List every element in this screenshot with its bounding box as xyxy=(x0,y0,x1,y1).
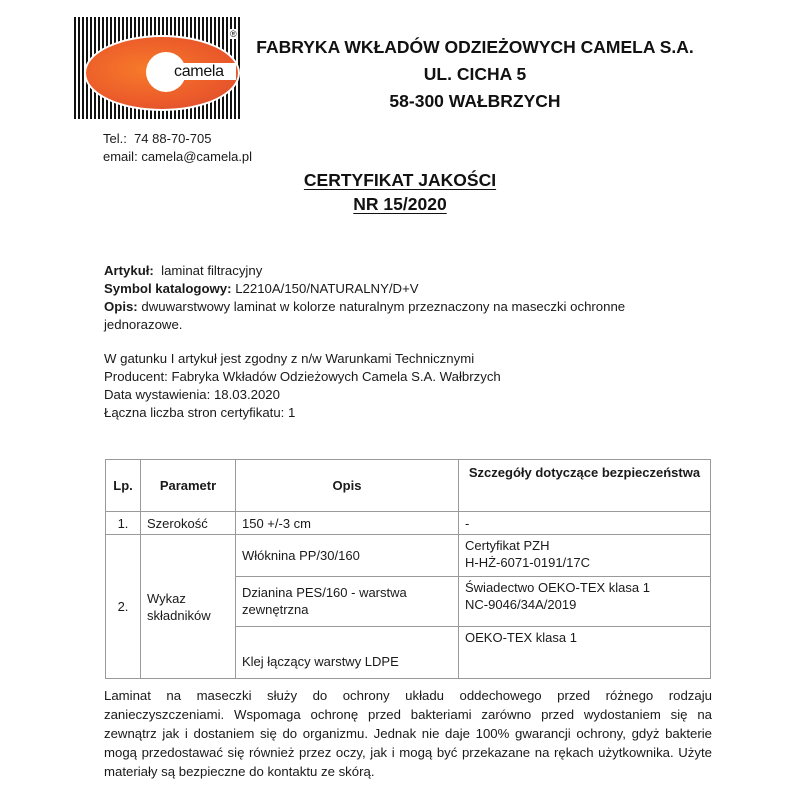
table-row xyxy=(106,512,711,535)
certificate-number: NR 15/2020 xyxy=(353,194,447,214)
article-info xyxy=(104,262,704,334)
certificate-title-block xyxy=(250,168,550,216)
row2-lp: 2. xyxy=(106,535,141,679)
page-count: Łączna liczba stron certyfikatu: 1 xyxy=(104,405,296,420)
component1-safety xyxy=(459,535,711,577)
row1-opis: 150 +/-3 cm xyxy=(236,512,459,535)
symbol-value: L2210A/150/NATURALNY/D+V xyxy=(235,281,419,296)
email-label: email: xyxy=(103,149,138,164)
component1-safety-line2: H-HŻ-6071-0191/17C xyxy=(465,555,591,570)
contact-info xyxy=(103,130,252,166)
component3-safety: OEKO-TEX klasa 1 xyxy=(459,627,711,679)
table-header-row xyxy=(106,460,711,512)
phone-number: 74 88-70-705 xyxy=(134,131,212,146)
summary-paragraph: Laminat na maseczki służy do ochrony układu oddechowego przed różnego rodzaju zanieczyszczeniami. Wspomaga ochronę przed bakteriami zarówno przed wydostaniem się na zewnątrz jak i dostaniem się do organizmu. Jednak nie daje 100% gwarancji ochrony, gdyż bakterie mogą przedostawać się również przez oczy, jak i mogą być przekazane na rękach użytkownika. Użyte materiały są bezpieczne do kontaktu ze skórą. xyxy=(104,688,712,779)
row1-safety: - xyxy=(459,512,711,535)
row2-param-line1: Wykaz xyxy=(147,590,186,606)
certificate-title: CERTYFIKAT JAKOŚCI xyxy=(303,170,497,190)
header-parametr: Parametr xyxy=(141,460,236,512)
component1-safety-line1: Certyfikat PZH xyxy=(465,538,550,553)
component2-safety-line2: NC-9046/34A/2019 xyxy=(465,597,577,612)
phone-line xyxy=(103,130,252,148)
parameters-table xyxy=(105,459,711,679)
symbol-label: Symbol katalogowy: xyxy=(104,281,232,296)
component3-opis: Klej łączący warstwy LDPE xyxy=(236,627,459,679)
article-label: Artykuł: xyxy=(104,263,154,278)
email-line xyxy=(103,148,252,166)
article-value: laminat filtracyjny xyxy=(161,263,263,278)
description-label: Opis: xyxy=(104,299,138,314)
table-row xyxy=(106,535,711,577)
row2-param xyxy=(141,535,236,679)
component2-opis-line1: Dzianina PES/160 - warstwa xyxy=(242,585,407,600)
company-city: 58-300 WAŁBRZYCH xyxy=(389,91,561,111)
email-address[interactable]: camela@camela.pl xyxy=(141,149,253,164)
header-opis: Opis xyxy=(236,460,459,512)
company-header xyxy=(250,34,700,115)
article-line xyxy=(104,262,704,280)
symbol-line xyxy=(104,280,704,298)
component2-opis xyxy=(236,577,459,627)
header-lp: Lp. xyxy=(106,460,141,512)
description-line xyxy=(104,298,704,334)
registered-mark-icon: ® xyxy=(230,29,237,39)
component1-opis: Włóknina PP/30/160 xyxy=(236,535,459,577)
conformity-statement: W gatunku I artykuł jest zgodny z n/w Warunkami Technicznymi xyxy=(104,351,475,366)
company-name: FABRYKA WKŁADÓW ODZIEŻOWYCH CAMELA S.A. xyxy=(256,37,694,57)
producer-line: Producent: Fabryka Wkładów Odzieżowych Camela S.A. Wałbrzych xyxy=(104,369,501,384)
row2-param-line2: składników xyxy=(147,607,211,623)
phone-label: Tel.: xyxy=(103,131,127,146)
row1-param: Szerokość xyxy=(141,512,236,535)
component2-safety-line1: Świadectwo OEKO-TEX klasa 1 xyxy=(465,580,650,595)
company-street: UL. CICHA 5 xyxy=(423,64,527,84)
issue-date: Data wystawienia: 18.03.2020 xyxy=(104,387,280,402)
description-value: dwuwarstwowy laminat w kolorze naturalnym przeznaczony na maseczki ochronne jednorazowe. xyxy=(104,299,626,332)
row1-lp: 1. xyxy=(106,512,141,535)
certificate-meta xyxy=(104,350,704,422)
camela-logo xyxy=(74,17,242,119)
logo-wordmark: camela xyxy=(172,63,236,80)
component2-opis-line2: zewnętrzna xyxy=(242,602,309,617)
component2-safety xyxy=(459,577,711,627)
header-safety: Szczegóły dotyczące bezpieczeństwa xyxy=(459,460,711,512)
